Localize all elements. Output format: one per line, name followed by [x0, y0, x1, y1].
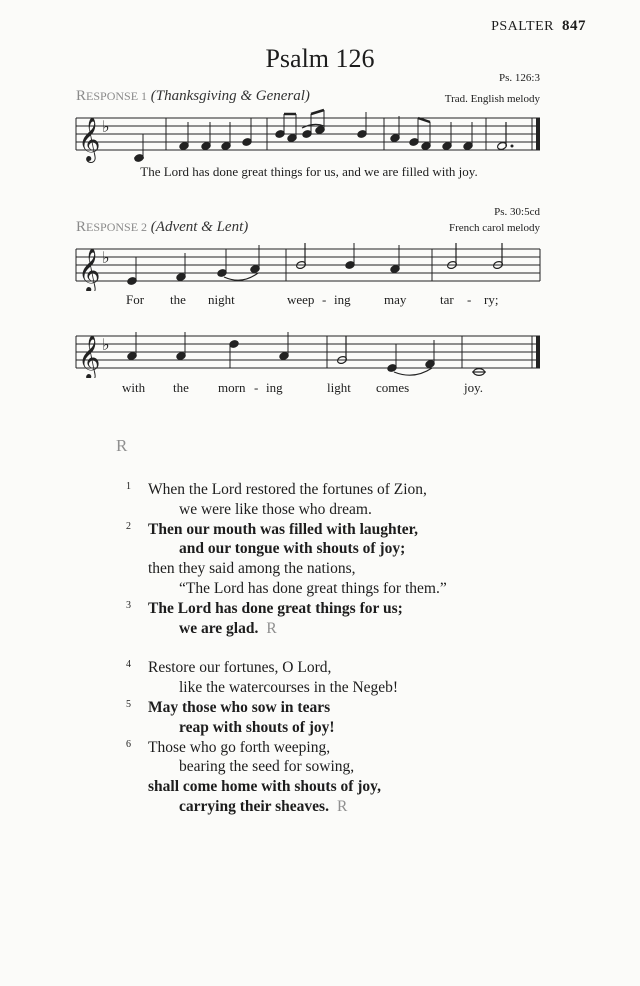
response-marker: R — [336, 797, 348, 815]
verse-line: 2 Then our mouth was filled with laughter, — [126, 520, 419, 538]
verse-line: we are glad. R — [179, 619, 277, 637]
page-title: Psalm 126 — [265, 44, 375, 73]
verse-line: 3 The Lord has done great things for us; — [126, 599, 403, 617]
verse-line: we were like those who dream. — [179, 500, 372, 518]
verse-line: bearing the seed for sowing, — [179, 758, 355, 776]
response1-melody: Trad. English melody — [444, 93, 540, 105]
verse-line: 6 Those who go forth weeping, — [126, 738, 331, 756]
verse-line: 4 Restore our fortunes, O Lord, — [126, 659, 332, 677]
verse-line: then they said among the nations, — [148, 560, 356, 578]
response2-staff-2 — [74, 330, 544, 378]
stanza-gap — [148, 638, 447, 658]
section-name: PSALTER — [491, 19, 554, 34]
response2-lyrics-1: For the night weep - ing may tar - ry; — [126, 292, 499, 307]
verse-line: like the watercourses in the Negeb! — [179, 679, 399, 697]
response2-source: Ps. 30:5cd — [494, 206, 540, 218]
response2-staff-1 — [74, 243, 544, 291]
verse-line: shall come home with shouts of joy, — [148, 778, 381, 796]
verse-line: and our tongue with shouts of joy; — [179, 540, 406, 558]
response1-source: Ps. 126:3 — [499, 72, 540, 84]
response1-label: RESPONSE 1 (Thanksgiving & General) — [76, 88, 310, 104]
response2-occasion: (Advent & Lent) — [150, 219, 249, 235]
flat-icon: ♭ — [102, 119, 110, 136]
response2-melody: French carol melody — [448, 222, 540, 234]
response1-occasion: (Thanksgiving & General) — [150, 88, 310, 104]
verse-line: 5 May those who sow in tears — [126, 698, 331, 716]
response1-staff — [74, 108, 544, 164]
verse-line: 1 When the Lord restored the fortunes of Zion, — [126, 481, 427, 498]
response-marker: R — [266, 619, 277, 637]
psalm-verses — [126, 480, 447, 817]
treble-clef-icon: 𝄞 — [78, 248, 101, 291]
treble-clef-icon: 𝄞 — [78, 117, 101, 161]
page-number: 847 — [562, 18, 586, 34]
response2-label: RESPONSE 2 (Advent & Lent) — [76, 219, 249, 235]
flat-icon: ♭ — [102, 337, 110, 354]
response-marker: R — [116, 436, 128, 455]
running-header — [491, 18, 586, 35]
response2-lyrics-2: with the morn - ing light comes joy. — [122, 380, 484, 395]
verse-line: carrying their sheaves. R — [179, 797, 348, 815]
flat-icon: ♭ — [102, 250, 110, 267]
treble-clef-icon: 𝄞 — [78, 335, 101, 378]
verse-line: reap with shouts of joy! — [179, 718, 335, 736]
verse-line: “The Lord has done great things for them.” — [179, 579, 447, 597]
response1-lyric: The Lord has done great things for us, and we are filled with joy. — [140, 164, 478, 179]
